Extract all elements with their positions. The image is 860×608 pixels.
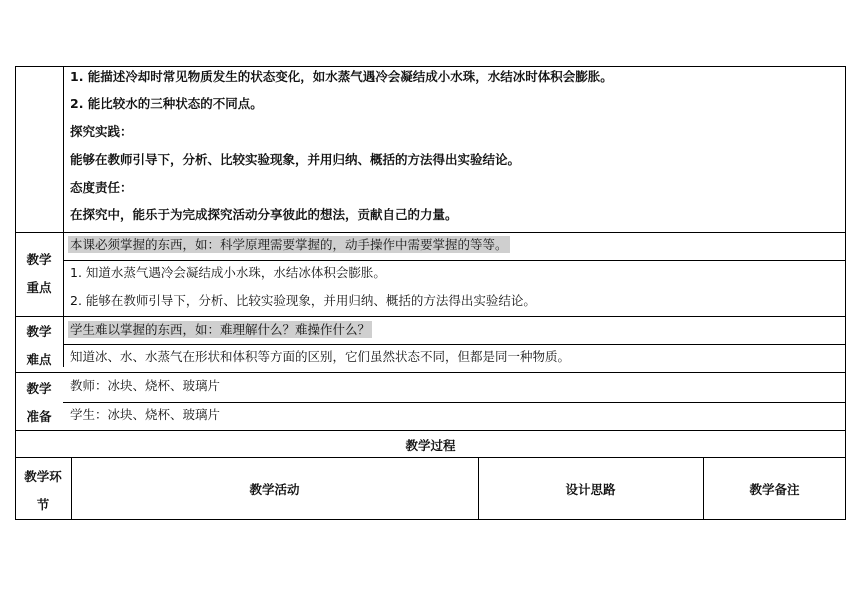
border (15, 372, 846, 373)
practice-heading: 探究实践： (70, 124, 133, 139)
difficulties-label-2: 难点 (26, 352, 52, 367)
border (63, 260, 846, 261)
border (15, 430, 846, 431)
preparation-teacher: 教师：冰块、烧杯、玻璃片 (70, 378, 221, 393)
process-col-notes: 教学备注 (749, 482, 800, 497)
process-col-design: 设计思路 (565, 482, 616, 497)
border (15, 316, 846, 317)
border (63, 66, 64, 367)
practice-text: 能够在教师引导下，分析、比较实验现象，并用归纳、概括的方法得出实验结论。 (70, 152, 521, 167)
key-points-label-1: 教学 (26, 252, 52, 267)
process-col-stage-2: 节 (36, 497, 50, 512)
border (15, 457, 846, 458)
difficulties-hint: 学生难以掌握的东西，如：难理解什么？难操作什么？ (70, 322, 371, 337)
key-point-1: 1. 知道水蒸气遇冷会凝结成小水珠，水结冰体积会膨胀。 (70, 265, 386, 280)
border (63, 402, 846, 403)
goal-line-2: 2. 能比较水的三种状态的不同点。 (70, 96, 263, 111)
difficulty-1: 知道冰、水、水蒸气在形状和体积等方面的区别，它们虽然状态不同，但都是同一种物质。 (70, 349, 571, 364)
key-points-hint: 本课必须掌握的东西，如：科学原理需要掌握的，动手操作中需要掌握的等等。 (70, 237, 508, 252)
lesson-plan-table (15, 66, 846, 520)
process-col-stage-1: 教学环 (24, 469, 62, 484)
preparation-student: 学生：冰块、烧杯、玻璃片 (70, 407, 221, 422)
preparation-label-2: 准备 (26, 409, 52, 424)
preparation-label-1: 教学 (26, 381, 52, 396)
process-col-activity: 教学活动 (249, 482, 300, 497)
attitude-heading: 态度责任： (70, 180, 133, 195)
border (15, 232, 846, 233)
border (15, 66, 846, 67)
goal-line-1: 1. 能描述冷却时常见物质发生的状态变化，如水蒸气遇冷会凝结成小水珠，水结冰时体积会膨胀。 (70, 69, 613, 84)
border (63, 344, 846, 345)
attitude-text: 在探究中，能乐于为完成探究活动分享彼此的想法，贡献自己的力量。 (70, 207, 458, 222)
process-title: 教学过程 (405, 438, 456, 453)
border (15, 519, 846, 520)
key-points-label-2: 重点 (26, 280, 52, 295)
key-point-2: 2. 能够在教师引导下，分析、比较实验现象，并用归纳、概括的方法得出实验结论。 (70, 293, 536, 308)
difficulties-label-1: 教学 (26, 324, 52, 339)
